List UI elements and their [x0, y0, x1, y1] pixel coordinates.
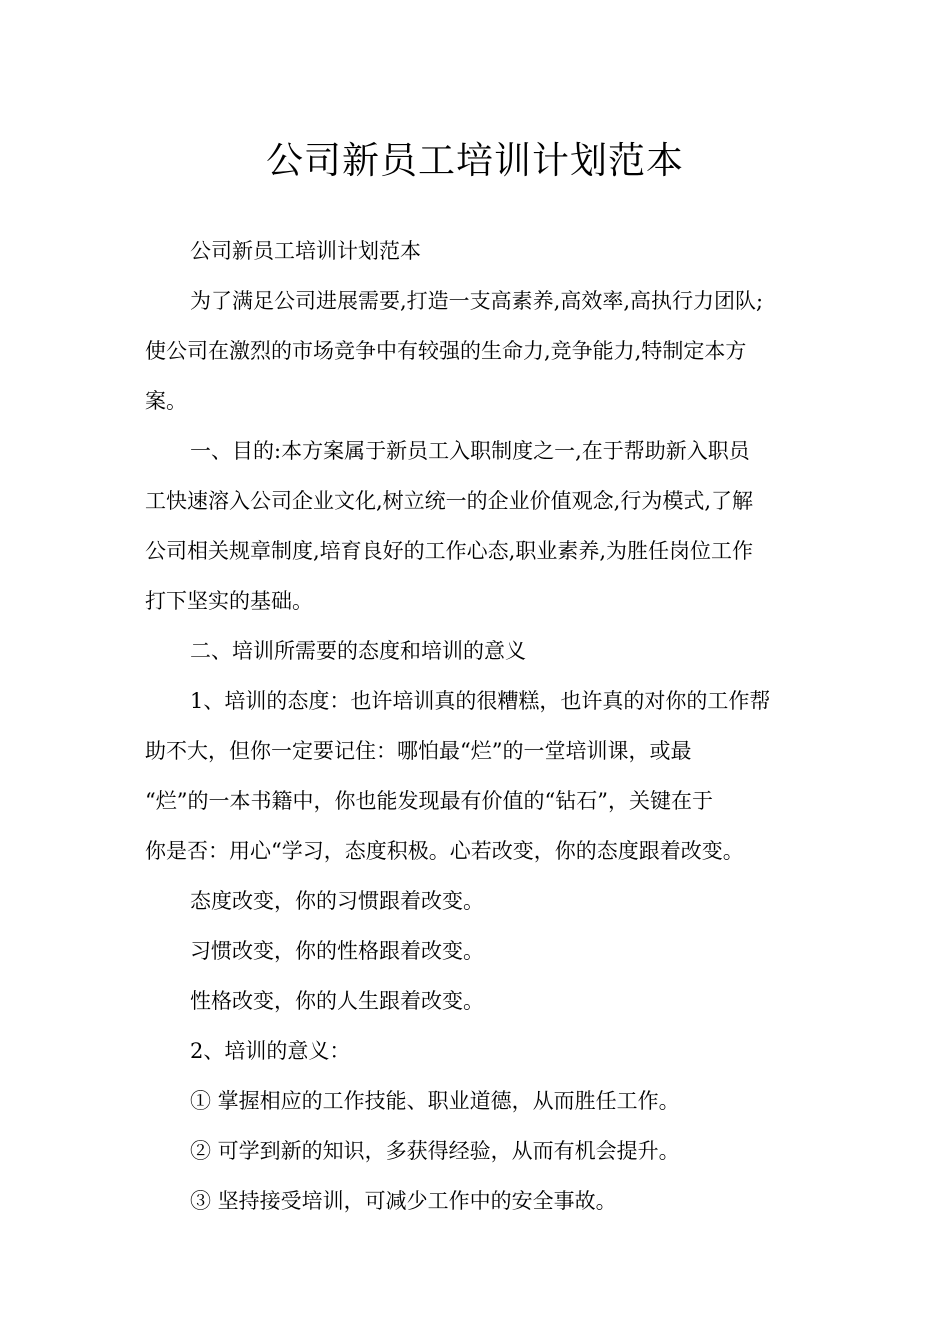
purpose-paragraph-line-3: 公司相关规章制度,培育良好的工作心态,职业素养,为胜任岗位工作: [145, 539, 754, 563]
change-line-attitude: 态度改变，你的习惯跟着改变。: [190, 889, 484, 913]
intro-paragraph-line-3: 案。: [145, 389, 187, 413]
section-two-heading: 二、培训所需要的态度和培训的意义: [190, 639, 526, 663]
significance-item-1: ① 掌握相应的工作技能、职业道德，从而胜任工作。: [190, 1089, 680, 1113]
intro-paragraph-line-2: 使公司在激烈的市场竞争中有较强的生命力,竞争能力,特制定本方: [145, 339, 747, 363]
significance-item-3: ③ 坚持接受培训，可减少工作中的安全事故。: [190, 1189, 617, 1213]
purpose-paragraph-line-1: 一、目的:本方案属于新员工入职制度之一,在于帮助新入职员: [190, 439, 750, 463]
attitude-paragraph-line-2: 助不大，但你一定要记住：哪怕最“烂”的一堂培训课，或最: [145, 739, 692, 763]
change-line-habit: 习惯改变，你的性格跟着改变。: [190, 939, 484, 963]
significance-heading: 2、培训的意义：: [190, 1039, 351, 1063]
purpose-paragraph-line-4: 打下坚实的基础。: [145, 589, 313, 613]
doc-subtitle-line: 公司新员工培训计划范本: [190, 239, 421, 263]
change-line-character: 性格改变，你的人生跟着改变。: [190, 989, 484, 1013]
purpose-paragraph-line-2: 工快速溶入公司企业文化,树立统一的企业价值观念,行为模式,了解: [145, 489, 754, 513]
significance-item-2: ② 可学到新的知识，多获得经验，从而有机会提升。: [190, 1139, 680, 1163]
attitude-paragraph-line-3: “烂”的一本书籍中，你也能发现最有价值的“钻石”，关键在于: [145, 789, 713, 813]
intro-paragraph-line-1: 为了满足公司进展需要,打造一支高素养,高效率,高执行力团队;: [190, 289, 764, 313]
document-title: 公司新员工培训计划范本: [266, 139, 684, 182]
attitude-paragraph-line-4: 你是否：用心“学习，态度积极。心若改变，你的态度跟着改变。: [145, 839, 744, 863]
attitude-paragraph-line-1: 1、培训的态度：也许培训真的很糟糕，也许真的对你的工作帮: [190, 689, 771, 713]
